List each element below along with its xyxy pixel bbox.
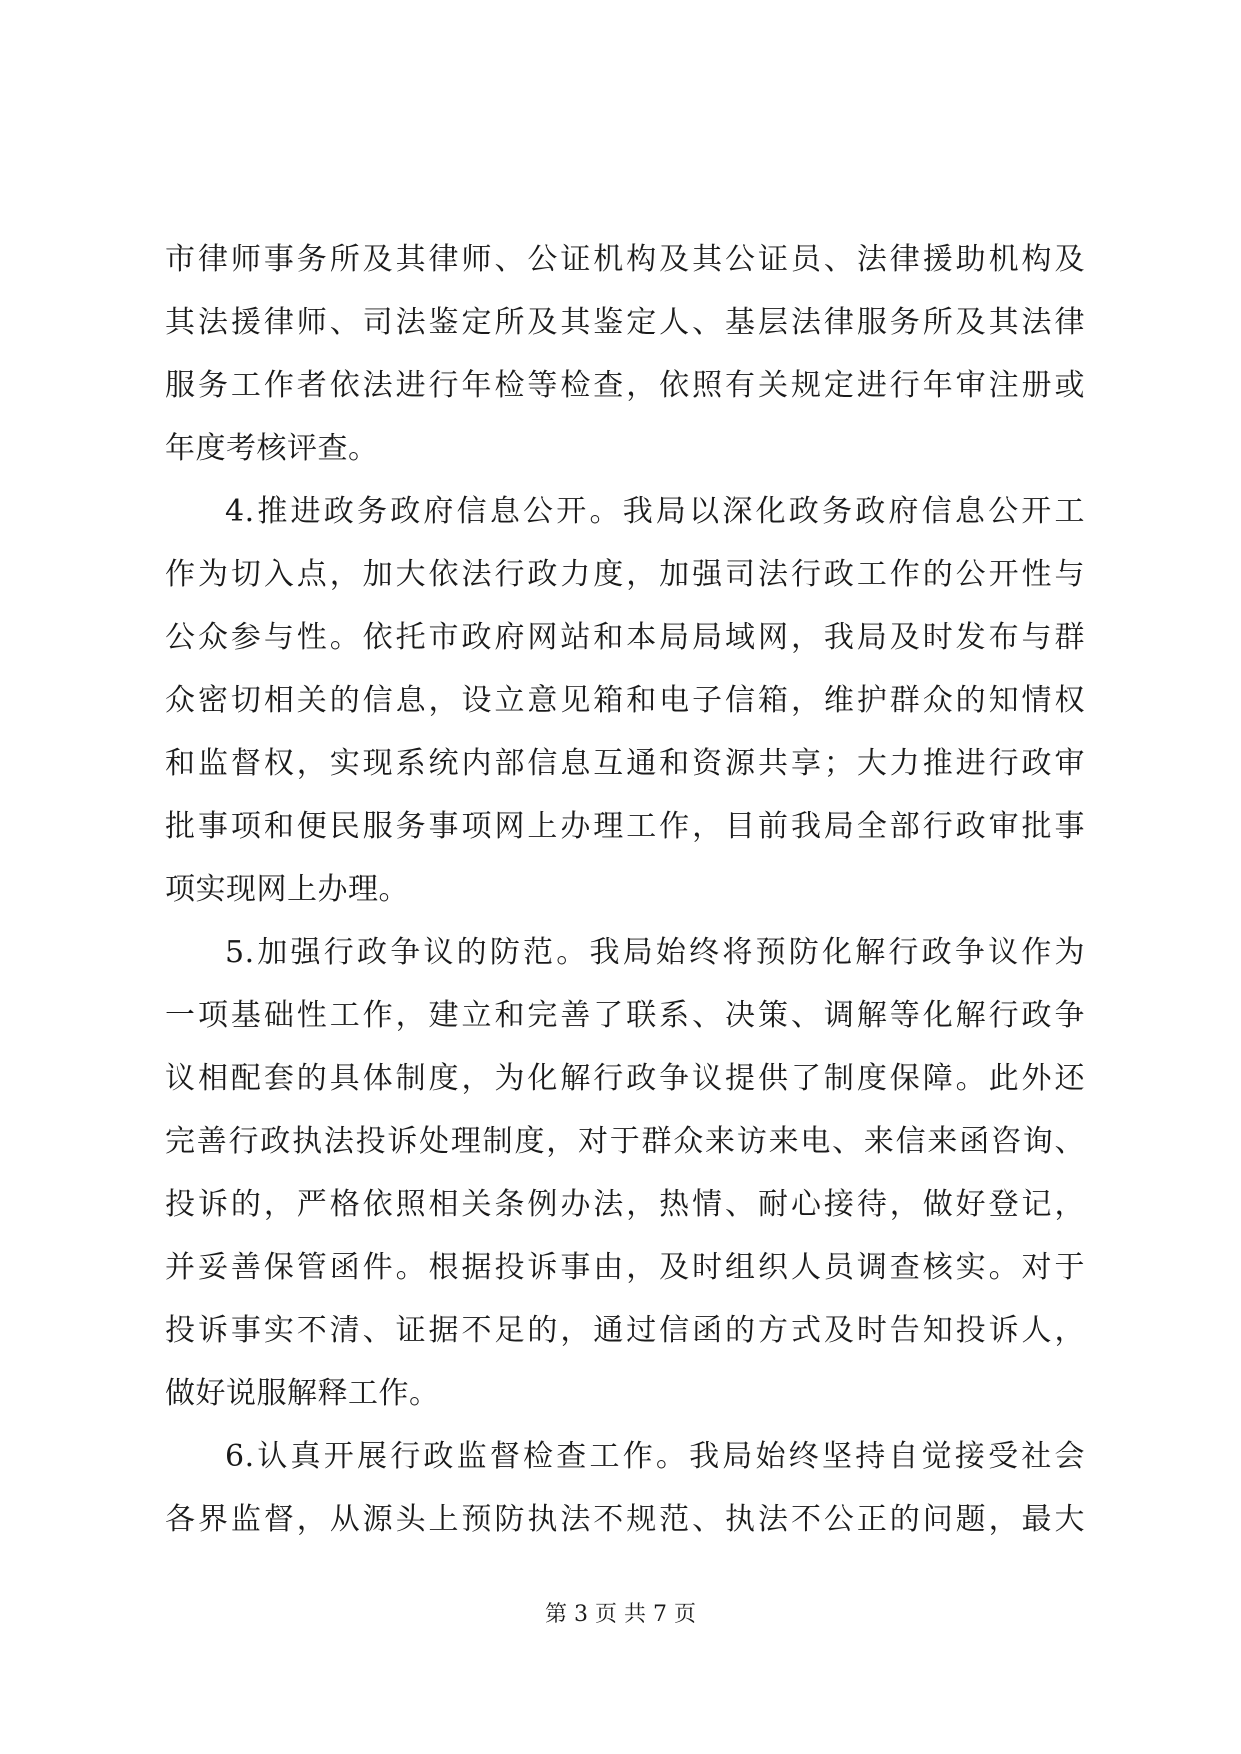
- text-line: 公众参与性。依托市政府网站和本局局域网，我局及时发布与群: [165, 620, 1085, 655]
- paragraph-heading-line: 5.加强行政争议的防范。我局始终将预防化解行政争议作为: [225, 935, 1085, 970]
- page-number-footer: 第 3 页 共 7 页: [545, 1602, 696, 1627]
- text-line: 市律师事务所及其律师、公证机构及其公证员、法律援助机构及: [165, 242, 1085, 277]
- text-line: 其法援律师、司法鉴定所及其鉴定人、基层法律服务所及其法律: [165, 305, 1085, 340]
- text-line: 完善行政执法投诉处理制度，对于群众来访来电、来信来函咨询、: [165, 1124, 1085, 1159]
- body-text: [165, 228, 1085, 1551]
- text-line: 年度考核评查。: [165, 431, 379, 466]
- text-line: 众密切相关的信息，设立意见箱和电子信箱，维护群众的知情权: [165, 683, 1085, 718]
- text-line: 投诉事实不清、证据不足的，通过信函的方式及时告知投诉人，: [165, 1313, 1085, 1348]
- text-line: 作为切入点，加大依法行政力度，加强司法行政工作的公开性与: [165, 557, 1085, 592]
- text-line: 和监督权，实现系统内部信息互通和资源共享；大力推进行政审: [165, 746, 1085, 781]
- text-line: 各界监督，从源头上预防执法不规范、执法不公正的问题，最大: [165, 1502, 1085, 1537]
- text-line: 投诉的，严格依照相关条例办法，热情、耐心接待，做好登记，: [165, 1187, 1085, 1222]
- text-line: 并妥善保管函件。根据投诉事由，及时组织人员调查核实。对于: [165, 1250, 1085, 1285]
- text-line: 批事项和便民服务事项网上办理工作，目前我局全部行政审批事: [165, 809, 1085, 844]
- text-line: 做好说服解释工作。: [165, 1376, 440, 1411]
- text-line: 服务工作者依法进行年检等检查，依照有关规定进行年审注册或: [165, 368, 1085, 403]
- paragraph-heading-line: 6.认真开展行政监督检查工作。我局始终坚持自觉接受社会: [225, 1439, 1085, 1474]
- paragraph-heading-line: 4.推进政务政府信息公开。我局以深化政务政府信息公开工: [225, 494, 1085, 529]
- text-line: 项实现网上办理。: [165, 872, 409, 907]
- text-line: 议相配套的具体制度，为化解行政争议提供了制度保障。此外还: [165, 1061, 1085, 1096]
- text-line: 一项基础性工作，建立和完善了联系、决策、调解等化解行政争: [165, 998, 1085, 1033]
